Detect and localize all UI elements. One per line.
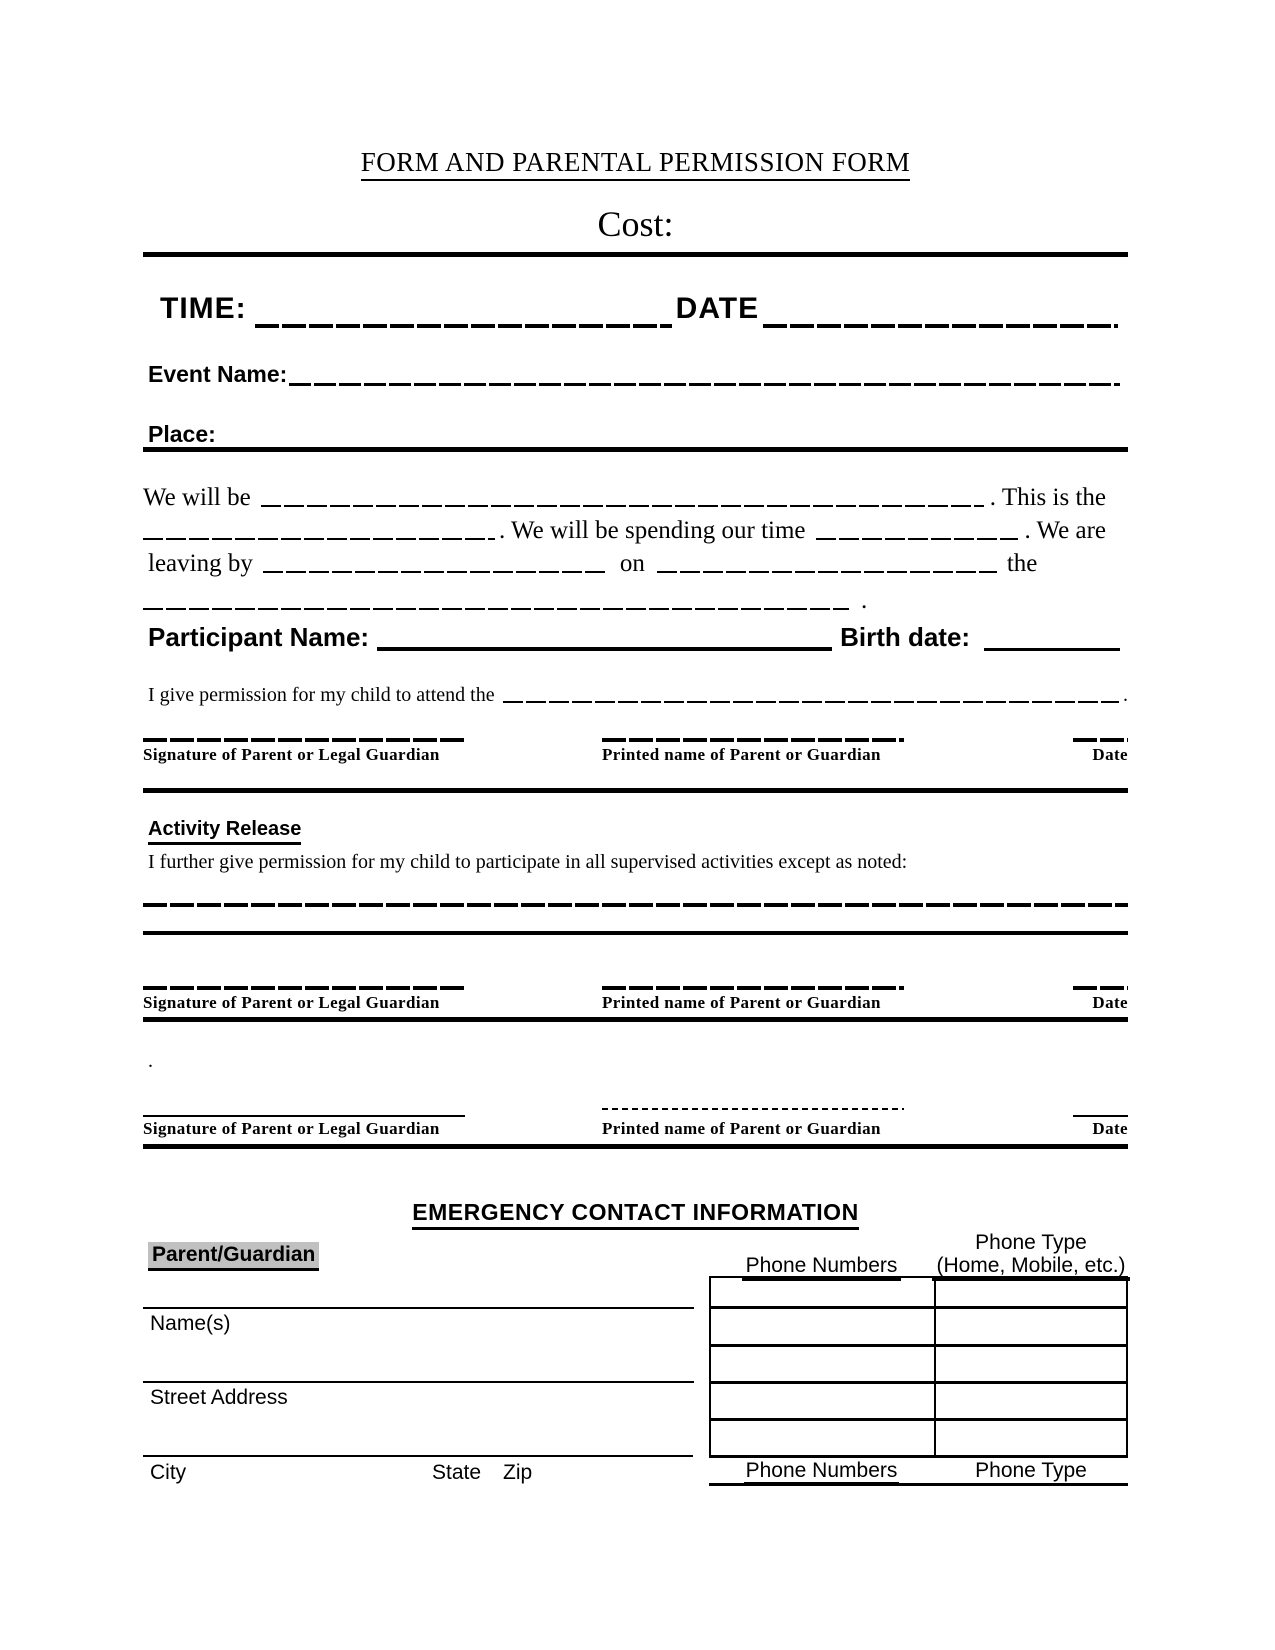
trip-line3-mid: on (619, 550, 645, 577)
phone-number-cell[interactable] (710, 1419, 935, 1456)
names-label: Name(s) (150, 1312, 231, 1335)
trip-line3-text: leaving by (148, 550, 253, 577)
phone-type-footer: Phone Type (975, 1459, 1087, 1482)
activity-release-text: I further give permission for my child to participate in all supervised activities except as noted: (148, 851, 908, 873)
signature-column (143, 986, 465, 1013)
state-label: State (432, 1461, 482, 1484)
time-blank-line[interactable] (255, 324, 672, 328)
date-column (1073, 1101, 1128, 1147)
trip-line-4 (143, 582, 1128, 615)
phone-type-cell[interactable] (935, 1277, 1127, 1308)
date-blank-line[interactable] (763, 324, 1118, 328)
signature-line[interactable] (143, 1115, 465, 1117)
signature-block-1 (143, 738, 1128, 765)
emergency-heading-row (143, 1199, 1128, 1226)
phone-type-footer-row (934, 1459, 1128, 1483)
footer-rule (709, 1483, 1128, 1486)
trip-line2-tail: . We are (1024, 517, 1106, 544)
trip-line1-text: We will be (143, 484, 251, 511)
signature-label: Signature of Parent or Legal Guardian (143, 993, 440, 1012)
trip-paragraph (143, 479, 1128, 615)
signature-column (143, 1101, 465, 1147)
form-title-row (143, 147, 1128, 178)
participant-row (143, 622, 1128, 653)
event-name-row (143, 361, 1128, 388)
street-address-label: Street Address (150, 1386, 288, 1409)
phone-numbers-header-row (709, 1254, 934, 1278)
cost-label: Cost: (597, 204, 674, 244)
divider-rule-sig3 (143, 1144, 1128, 1149)
phone-number-cell[interactable] (710, 1345, 935, 1382)
phone-type-cell[interactable] (935, 1382, 1127, 1419)
date-line[interactable] (1073, 1115, 1128, 1117)
trip-line-3 (143, 545, 1128, 578)
zip-label: Zip (503, 1461, 533, 1484)
trip-blank-2[interactable] (143, 538, 495, 540)
printed-name-label: Printed name of Parent or Guardian (602, 993, 881, 1012)
trip-line-2 (143, 512, 1128, 545)
trip-blank-1[interactable] (261, 505, 984, 507)
names-blank-line[interactable] (143, 1307, 694, 1309)
activity-blank-line-2[interactable] (143, 931, 1128, 935)
time-label: TIME: (160, 292, 247, 325)
signature-column (143, 738, 465, 765)
date-column (1073, 738, 1128, 765)
activity-release-heading-row (148, 818, 301, 845)
trip-line2-text: . We will be spending our time (499, 517, 806, 544)
phone-type-cell[interactable] (935, 1308, 1127, 1345)
trip-line3-tail: the (1006, 550, 1038, 577)
form-title: FORM AND PARENTAL PERMISSION FORM (361, 147, 910, 181)
phone-table (709, 1276, 1128, 1458)
date-line[interactable] (1073, 986, 1128, 990)
divider-rule-sig1 (143, 788, 1128, 793)
parent-guardian-label: Parent/Guardian (148, 1242, 319, 1271)
phone-table-body (710, 1277, 1127, 1457)
printed-name-line[interactable] (602, 986, 904, 990)
phone-numbers-footer: Phone Numbers (744, 1459, 900, 1485)
participant-name-label: Participant Name: (148, 622, 370, 652)
event-name-blank-line[interactable] (289, 383, 1120, 386)
city-state-zip-blank-line[interactable] (143, 1455, 693, 1457)
phone-number-cell[interactable] (710, 1277, 935, 1308)
parent-guardian-row (148, 1242, 319, 1271)
attend-period: . (1123, 684, 1128, 706)
trip-line4-period: . (861, 587, 868, 614)
signature-label: Signature of Parent or Legal Guardian (143, 745, 440, 764)
trip-blank-4[interactable] (263, 571, 608, 573)
emergency-heading: EMERGENCY CONTACT INFORMATION (412, 1199, 858, 1230)
phone-type-cell[interactable] (935, 1345, 1127, 1382)
phone-type-header: Phone Type (975, 1231, 1087, 1254)
divider-rule-place (143, 447, 1128, 452)
signature-block-2 (143, 986, 1128, 1013)
participant-name-blank-line[interactable] (377, 647, 832, 651)
phone-type-cell[interactable] (935, 1419, 1127, 1456)
phone-numbers-header: Phone Numbers (742, 1254, 902, 1281)
printed-name-dashed-line[interactable] (602, 1108, 904, 1110)
printed-name-column (602, 986, 904, 1013)
trip-line-1 (143, 479, 1128, 512)
signature-line[interactable] (143, 986, 465, 990)
attend-permission-text: I give permission for my child to attend the (148, 684, 495, 706)
date-label: Date (1092, 1119, 1128, 1138)
birth-date-label: Birth date: (840, 622, 971, 652)
date-label: Date (1092, 993, 1128, 1012)
divider-rule-sig2 (143, 1017, 1128, 1022)
phone-table-row (710, 1345, 1127, 1382)
signature-line[interactable] (143, 738, 465, 742)
phone-table-row (710, 1382, 1127, 1419)
phone-table-row (710, 1308, 1127, 1345)
phone-type-header-row (928, 1231, 1134, 1277)
cost-row (143, 203, 1128, 245)
attend-blank-line[interactable] (503, 701, 1119, 703)
phone-number-cell[interactable] (710, 1382, 935, 1419)
phone-number-cell[interactable] (710, 1308, 935, 1345)
divider-rule-top (143, 252, 1128, 257)
signature-label: Signature of Parent or Legal Guardian (143, 1119, 440, 1138)
printed-name-label: Printed name of Parent or Guardian (602, 1119, 881, 1138)
birth-date-blank-line[interactable] (984, 648, 1120, 651)
activity-release-heading: Activity Release (148, 818, 301, 845)
activity-blank-line-1[interactable] (143, 903, 1128, 907)
attend-permission-row (143, 684, 1128, 707)
trip-blank-5[interactable] (657, 571, 997, 573)
phone-table-row (710, 1419, 1127, 1456)
printed-name-column (602, 1101, 904, 1147)
place-label: Place: (148, 421, 216, 447)
time-date-row (143, 292, 1128, 326)
phone-type-subheader: (Home, Mobile, etc.) (932, 1254, 1129, 1281)
trip-blank-6[interactable] (143, 608, 849, 610)
printed-name-column (602, 738, 904, 765)
printed-name-label: Printed name of Parent or Guardian (602, 745, 881, 764)
trip-blank-3[interactable] (816, 538, 1019, 540)
phone-table-row (710, 1277, 1127, 1308)
date-column (1073, 986, 1128, 1013)
phone-numbers-footer-row (709, 1459, 934, 1483)
trip-line1-tail: . This is the (989, 484, 1106, 511)
street-address-blank-line[interactable] (143, 1381, 694, 1383)
date-label: Date (1092, 745, 1128, 764)
event-name-label: Event Name: (148, 361, 288, 387)
stray-period: . (148, 1050, 153, 1072)
city-label: City (150, 1461, 187, 1484)
signature-block-3 (143, 1101, 1128, 1147)
date-line[interactable] (1073, 738, 1128, 742)
date-label: DATE (675, 292, 760, 325)
printed-name-line[interactable] (602, 738, 904, 742)
